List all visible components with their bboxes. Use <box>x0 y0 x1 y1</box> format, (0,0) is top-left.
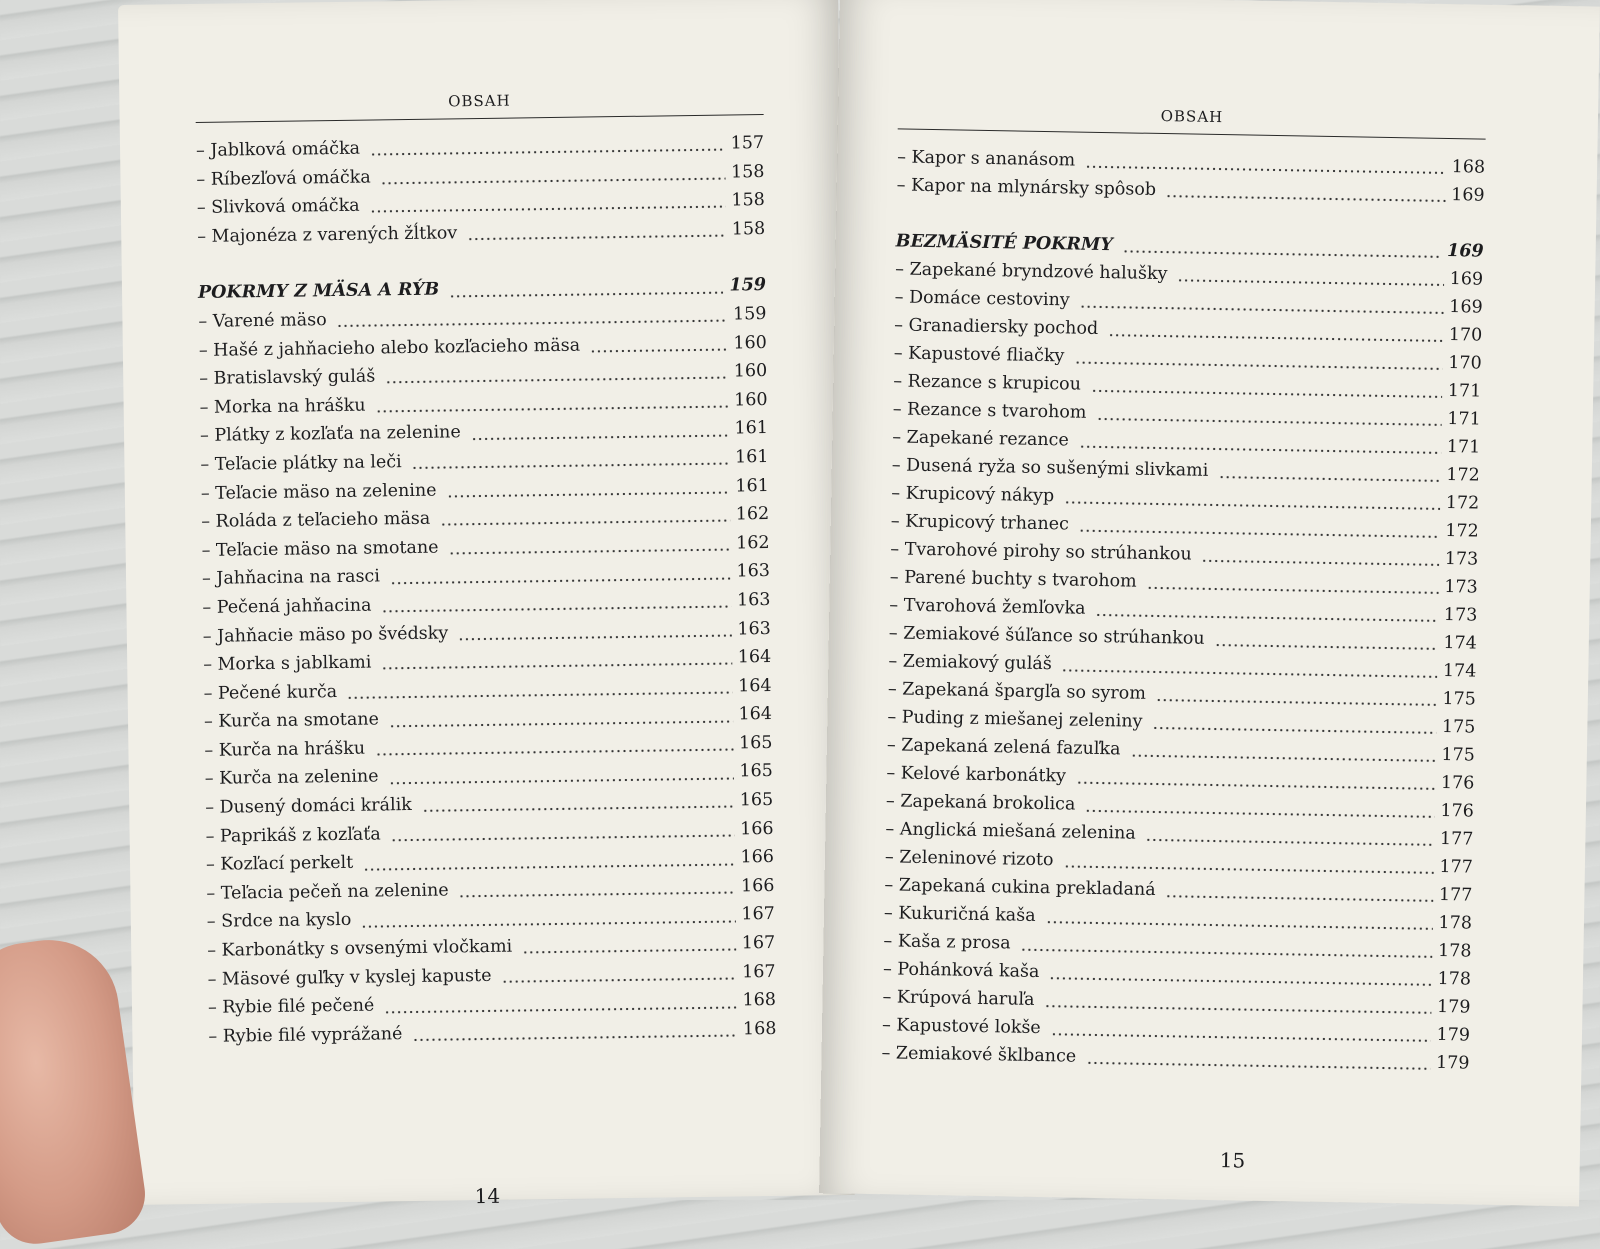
entry-title: – Bratislavský guláš <box>199 366 376 390</box>
entry-title: – Rybie filé pečené <box>207 995 375 1019</box>
dot-leader <box>385 376 728 385</box>
dot-leader <box>376 405 729 414</box>
entry-title: – Domáce cestoviny <box>894 287 1070 311</box>
entry-title: – Slivková omáčka <box>196 195 360 219</box>
entry-page-number: 177 <box>1439 828 1474 850</box>
dot-leader <box>1096 417 1441 427</box>
entry-title: – Teľacie plátky na leči <box>200 452 402 475</box>
dot-leader <box>363 862 734 871</box>
dot-leader <box>413 1034 738 1043</box>
left-page <box>118 0 855 1209</box>
dot-leader <box>1064 500 1440 511</box>
entry-page-number: 168 <box>742 990 777 1011</box>
entry-title: – Kozľací perkelt <box>205 853 354 876</box>
entry-page-number: 175 <box>1441 716 1476 738</box>
entry-title: – Kukuričná kaša <box>883 903 1036 926</box>
entry-page-number: 175 <box>1442 688 1477 710</box>
entry-page-number: 164 <box>738 704 773 725</box>
entry-title: – Zapekaná cukina prekladaná <box>884 875 1156 901</box>
entry-page-number: 158 <box>731 218 766 240</box>
entry-title: – Kapustové fliačky <box>893 343 1065 367</box>
entry-title: – Jahňacina na rasci <box>201 566 381 590</box>
dot-leader <box>449 290 723 298</box>
dot-leader <box>1177 278 1443 287</box>
entry-title: – Teľacia pečeň na zelenine <box>206 880 449 904</box>
entry-title: – Zapekané rezance <box>892 427 1069 451</box>
dot-leader <box>1076 781 1435 791</box>
entry-title: – Krupicový trhanec <box>890 511 1070 535</box>
dot-leader <box>347 691 732 700</box>
entry-page-number: 165 <box>739 790 774 811</box>
entry-page-number: 163 <box>737 618 771 639</box>
dot-leader <box>390 576 731 585</box>
entry-page-number: 178 <box>1438 912 1473 934</box>
entry-title: – Dusený domáci králik <box>205 795 412 818</box>
page-header: OBSAH <box>1160 106 1224 127</box>
dot-leader <box>447 490 730 498</box>
section-title: BEZMÄSITÉ POKRMY <box>895 231 1114 256</box>
entry-page-number: 164 <box>738 675 772 697</box>
entry-page-number: 177 <box>1438 884 1473 906</box>
dot-leader <box>384 1005 736 1014</box>
entry-title: – Rybie filé vyprážané <box>208 1023 403 1047</box>
dot-leader <box>1215 643 1438 651</box>
entry-page-number: 167 <box>741 932 776 954</box>
entry-title: – Majonéza z varených žĺtkov <box>197 223 458 247</box>
dot-leader <box>1079 529 1440 539</box>
entry-page-number: 174 <box>1442 660 1477 682</box>
entry-page-number: 167 <box>742 961 776 983</box>
dot-leader <box>1146 838 1434 847</box>
entry-title: – Kapustové lokše <box>881 1015 1041 1039</box>
dot-leader <box>1086 1061 1430 1071</box>
entry-page-number: 173 <box>1443 605 1478 626</box>
entry-title: – Zapekaná brokolica <box>885 791 1076 815</box>
entry-page-number: 169 <box>1449 297 1483 318</box>
entry-title: – Zeleninové rizoto <box>884 847 1054 871</box>
dot-leader <box>1051 1032 1431 1043</box>
entry-title: – Kurča na hrášku <box>204 738 366 761</box>
dot-leader <box>1044 1004 1431 1015</box>
dot-leader <box>370 205 726 214</box>
entry-page-number: 173 <box>1444 549 1479 570</box>
dot-leader <box>1218 475 1440 483</box>
dot-leader <box>1166 894 1433 903</box>
entry-page-number: 158 <box>731 190 765 211</box>
table-of-contents <box>196 129 777 1051</box>
dot-leader <box>1166 194 1445 203</box>
entry-page-number: 168 <box>1451 157 1486 178</box>
dot-leader <box>1063 864 1433 874</box>
page-number: 15 <box>1219 1148 1246 1173</box>
entry-title: – Roláda z teľacieho mäsa <box>201 508 431 533</box>
entry-title: – Pohánková kaša <box>882 959 1040 982</box>
entry-page-number: 162 <box>735 504 770 525</box>
entry-title: – Kapor na mlynársky spôsob <box>896 175 1157 200</box>
dot-leader <box>590 347 727 353</box>
entry-page-number: 175 <box>1441 744 1476 766</box>
entry-title: – Zapekaná špargľa so syrom <box>887 679 1147 704</box>
entry-title: – Parené buchty s tvarohom <box>889 567 1137 592</box>
entry-page-number: 178 <box>1437 968 1472 990</box>
dot-leader <box>1045 920 1432 931</box>
entry-title: – Kaša z prosa <box>883 931 1011 954</box>
entry-page-number: 171 <box>1446 437 1481 458</box>
entry-title: – Mäsové guľky v kyslej kapuste <box>207 965 492 990</box>
entry-page-number: 177 <box>1439 856 1474 878</box>
entry-page-number: 178 <box>1437 940 1472 962</box>
entry-page-number: 172 <box>1445 493 1480 514</box>
entry-title: – Kelové karbonátky <box>886 763 1067 787</box>
entry-title: – Pečené kurča <box>203 681 338 704</box>
dot-leader <box>1062 668 1437 679</box>
dot-leader <box>337 319 727 328</box>
entry-title: – Morka na hrášku <box>199 395 366 418</box>
entry-page-number: 173 <box>1444 577 1478 598</box>
entry-title: – Zemiakový guláš <box>888 651 1052 675</box>
entry-page-number: 166 <box>740 818 774 840</box>
entry-title: – Dusená ryža so sušenými slivkami <box>891 455 1209 481</box>
entry-title: – Varené mäso <box>198 310 327 332</box>
table-of-contents <box>881 143 1485 1077</box>
entry-page-number: 172 <box>1446 465 1480 486</box>
right-page <box>819 0 1600 1206</box>
dot-leader <box>422 805 734 813</box>
entry-page-number: 166 <box>740 847 775 868</box>
dot-leader <box>1079 445 1441 455</box>
dot-leader <box>1085 809 1434 819</box>
entry-title: – Kapor s ananásom <box>897 147 1076 171</box>
dot-leader <box>1108 333 1443 343</box>
entry-title: – Anglická miešaná zelenina <box>885 819 1136 844</box>
dot-leader <box>1080 305 1444 315</box>
dot-leader <box>467 234 726 242</box>
entry-page-number: 179 <box>1436 996 1471 1018</box>
entry-title: – Karbonátky s ovsenými vločkami <box>207 936 513 961</box>
dot-leader <box>459 891 735 899</box>
dot-leader <box>1049 976 1431 987</box>
entry-title: – Zemiakové šklbance <box>881 1043 1077 1067</box>
entry-page-number: 179 <box>1435 1052 1470 1074</box>
entry-page-number: 172 <box>1445 521 1479 542</box>
entry-page-number: 176 <box>1440 772 1475 794</box>
entry-title: – Rezance s tvarohom <box>892 399 1087 423</box>
entry-page-number: 158 <box>730 161 765 183</box>
entry-title: – Pečená jahňacina <box>202 595 372 618</box>
dot-leader <box>361 919 735 928</box>
entry-title: – Jahňacie mäso po švédsky <box>202 622 449 647</box>
entry-page-number: 169 <box>1451 185 1485 206</box>
section-title: POKRMY Z MÄSA A RÝB <box>197 279 440 304</box>
thumb <box>0 931 150 1249</box>
dot-leader <box>389 776 734 785</box>
dot-leader <box>1095 613 1437 623</box>
dot-leader <box>370 148 725 157</box>
page-header: OBSAH <box>448 91 511 111</box>
entry-page-number: 161 <box>735 475 769 496</box>
dot-leader <box>389 719 733 728</box>
entry-page-number: 165 <box>738 732 773 754</box>
entry-page-number: 167 <box>741 904 775 925</box>
entry-title: – Ríbezľová omáčka <box>196 167 371 190</box>
entry-page-number: 157 <box>730 133 765 154</box>
section-page-number: 169 <box>1446 241 1484 262</box>
header-rule <box>898 128 1486 139</box>
page-number: 14 <box>474 1183 501 1209</box>
entry-title: – Krúpová haruľa <box>882 987 1035 1010</box>
entry-page-number: 163 <box>736 561 771 582</box>
dot-leader <box>412 462 729 470</box>
dot-leader <box>1020 948 1431 959</box>
dot-leader <box>391 833 734 842</box>
entry-title: – Krupicový nákyp <box>891 483 1055 507</box>
entry-title: – Zemiakové šúľance so strúhankou <box>888 623 1205 649</box>
entry-page-number: 166 <box>740 875 775 897</box>
dot-leader <box>502 976 737 983</box>
entry-title: – Kurča na smotane <box>203 709 380 733</box>
entry-title: – Teľacie mäso na zelenine <box>200 480 437 504</box>
entry-title: – Rezance s krupicou <box>893 371 1082 395</box>
entry-page-number: 163 <box>736 589 771 611</box>
entry-page-number: 170 <box>1448 325 1483 346</box>
dot-leader <box>1202 559 1439 567</box>
entry-page-number: 165 <box>739 761 773 782</box>
entry-title: – Zapekané bryndzové halušky <box>895 259 1168 285</box>
dot-leader <box>375 748 733 757</box>
entry-title: – Zapekaná zelená fazuľka <box>886 735 1121 760</box>
entry-title: – Paprikáš z kozľaťa <box>205 824 381 847</box>
entry-title: – Teľacie mäso na smotane <box>201 537 439 561</box>
entry-page-number: 168 <box>742 1018 777 1040</box>
dot-leader <box>458 633 731 641</box>
entry-title: – Puding z miešanej zeleniny <box>887 707 1143 732</box>
dot-leader <box>1152 726 1436 735</box>
dot-leader <box>1130 754 1435 763</box>
dot-leader <box>471 433 729 441</box>
dot-leader <box>1074 361 1442 371</box>
dot-leader <box>381 176 725 185</box>
entry-page-number: 161 <box>734 446 769 468</box>
dot-leader <box>440 519 730 527</box>
entry-page-number: 162 <box>736 532 770 554</box>
entry-page-number: 161 <box>734 418 769 439</box>
dot-leader <box>1123 249 1441 259</box>
dot-leader <box>449 548 731 556</box>
dot-leader <box>381 662 731 671</box>
entry-page-number: 169 <box>1449 269 1484 290</box>
dot-leader <box>1156 698 1437 707</box>
entry-title: – Tvarohová žemľovka <box>889 595 1086 619</box>
dot-leader <box>522 948 736 955</box>
entry-title: – Jablková omáčka <box>195 138 361 161</box>
entry-page-number: 171 <box>1447 409 1481 430</box>
entry-page-number: 160 <box>733 332 767 354</box>
dot-leader <box>1147 586 1439 595</box>
entry-page-number: 160 <box>734 389 768 411</box>
entry-title: – Tvarohové pirohy so strúhankou <box>890 539 1192 565</box>
entry-page-number: 160 <box>733 361 768 382</box>
entry-title: – Srdce na kyslo <box>206 910 352 933</box>
entry-page-number: 164 <box>737 647 772 668</box>
entry-title: – Granadiersky pochod <box>894 315 1099 339</box>
entry-title: – Hašé z jahňacieho alebo kozľacieho mäsa <box>198 335 581 361</box>
entry-page-number: 170 <box>1448 353 1482 374</box>
dot-leader <box>1085 165 1446 175</box>
dot-leader <box>1091 389 1442 399</box>
dot-leader <box>382 605 732 614</box>
entry-page-number: 179 <box>1436 1024 1471 1046</box>
entry-page-number: 159 <box>732 303 767 325</box>
entry-title: – Plátky z kozľaťa na zelenine <box>199 422 461 447</box>
header-rule <box>196 114 764 123</box>
entry-title: – Morka s jablkami <box>203 652 372 675</box>
entry-title: – Kurča na zelenine <box>204 766 379 790</box>
entry-page-number: 174 <box>1443 632 1477 654</box>
section-page-number: 159 <box>729 275 767 296</box>
entry-page-number: 176 <box>1440 800 1475 822</box>
entry-page-number: 171 <box>1447 381 1482 402</box>
